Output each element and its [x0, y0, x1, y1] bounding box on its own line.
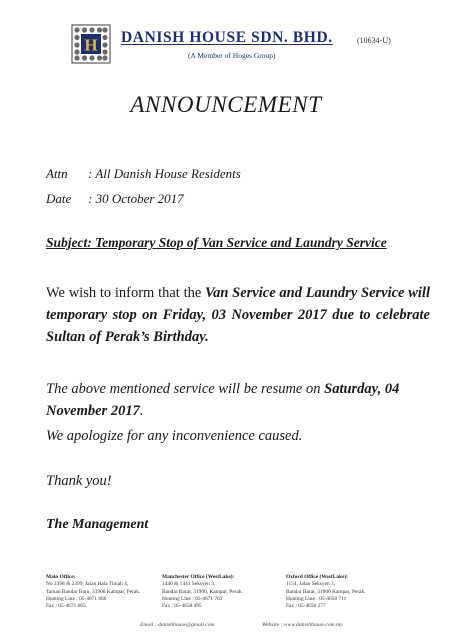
footer-manchester-heading: Manchester Office (WestLake): — [162, 574, 235, 580]
footer-oxford-heading: Oxford Office (WestLake): — [286, 574, 348, 580]
footer-main-line: Taman Bandar Baru, 31900 Kampar, Perak. — [46, 588, 141, 595]
company-logo — [71, 24, 111, 64]
body-paragraph-apology: We apologize for any inconvenience caused. — [46, 428, 303, 444]
footer-oxford-line: Bandar Barat, 31900 Kampar, Perak. — [286, 588, 366, 595]
footer-email: Email : danishhouse@gmail.com — [140, 622, 215, 628]
footer-oxford-line: Hunting Line : 05-4658 711 — [286, 595, 347, 602]
footer-main-office — [46, 574, 140, 610]
company-name: DANISH HOUSE SDN. BHD. — [121, 29, 333, 46]
footer-website: Website : www.danishhouse.com.my — [262, 622, 343, 628]
subject-line: Subject: Temporary Stop of Van Service and Laundry Service — [46, 235, 387, 250]
footer-manchester-line: 1440 & 1441 Seksyen 3, — [162, 581, 216, 588]
footer-manchester-line: Fax : 05-4658 495 — [162, 603, 202, 610]
announcement-title: ANNOUNCEMENT — [130, 92, 322, 117]
body-paragraph-thanks: Thank you! — [46, 473, 112, 489]
footer-manchester-line: Bandar Barat, 31900, Kampar, Perak. — [162, 588, 243, 595]
footer-main-line: Fax : 05-4671 665 — [46, 603, 86, 610]
footer-manchester-line: Hunting Line : 05-4671 763 — [162, 595, 223, 602]
footer-main-line: Hunting Line : 05-4671 666 — [46, 595, 107, 602]
date-value: : 30 October 2017 — [88, 191, 184, 206]
logo-letter: H — [84, 35, 98, 55]
signoff: The Management — [46, 517, 149, 532]
footer-manchester-office — [162, 574, 243, 610]
registration-number: (10634-U) — [357, 36, 391, 45]
footer-oxford-line: 1154, Jalan Seksyen 3, — [286, 581, 336, 588]
member-of-group: (A Member of Hoges Group) — [188, 51, 276, 60]
body-paragraph-resume: The above mentioned service will be resume on Saturday, 04 November 2017. — [46, 381, 400, 419]
footer-oxford-line: Fax : 05-4658 277 — [286, 603, 326, 610]
attn-value: : All Danish House Residents — [88, 166, 241, 181]
date-label: Date — [46, 191, 72, 206]
footer-main-line: No 2398 & 2399, Jalan Hala Timah 4, — [46, 581, 129, 588]
body-paragraph-inform: We wish to inform that the Van Service and Laundry Service will temporary stop on Friday, 03 November 2017 due to celebrate Sultan of Perak’s Birthday. — [46, 285, 430, 345]
footer-main-heading: Main Office: — [46, 574, 76, 580]
attn-label: Attn — [46, 166, 68, 181]
footer-oxford-office — [286, 574, 366, 610]
